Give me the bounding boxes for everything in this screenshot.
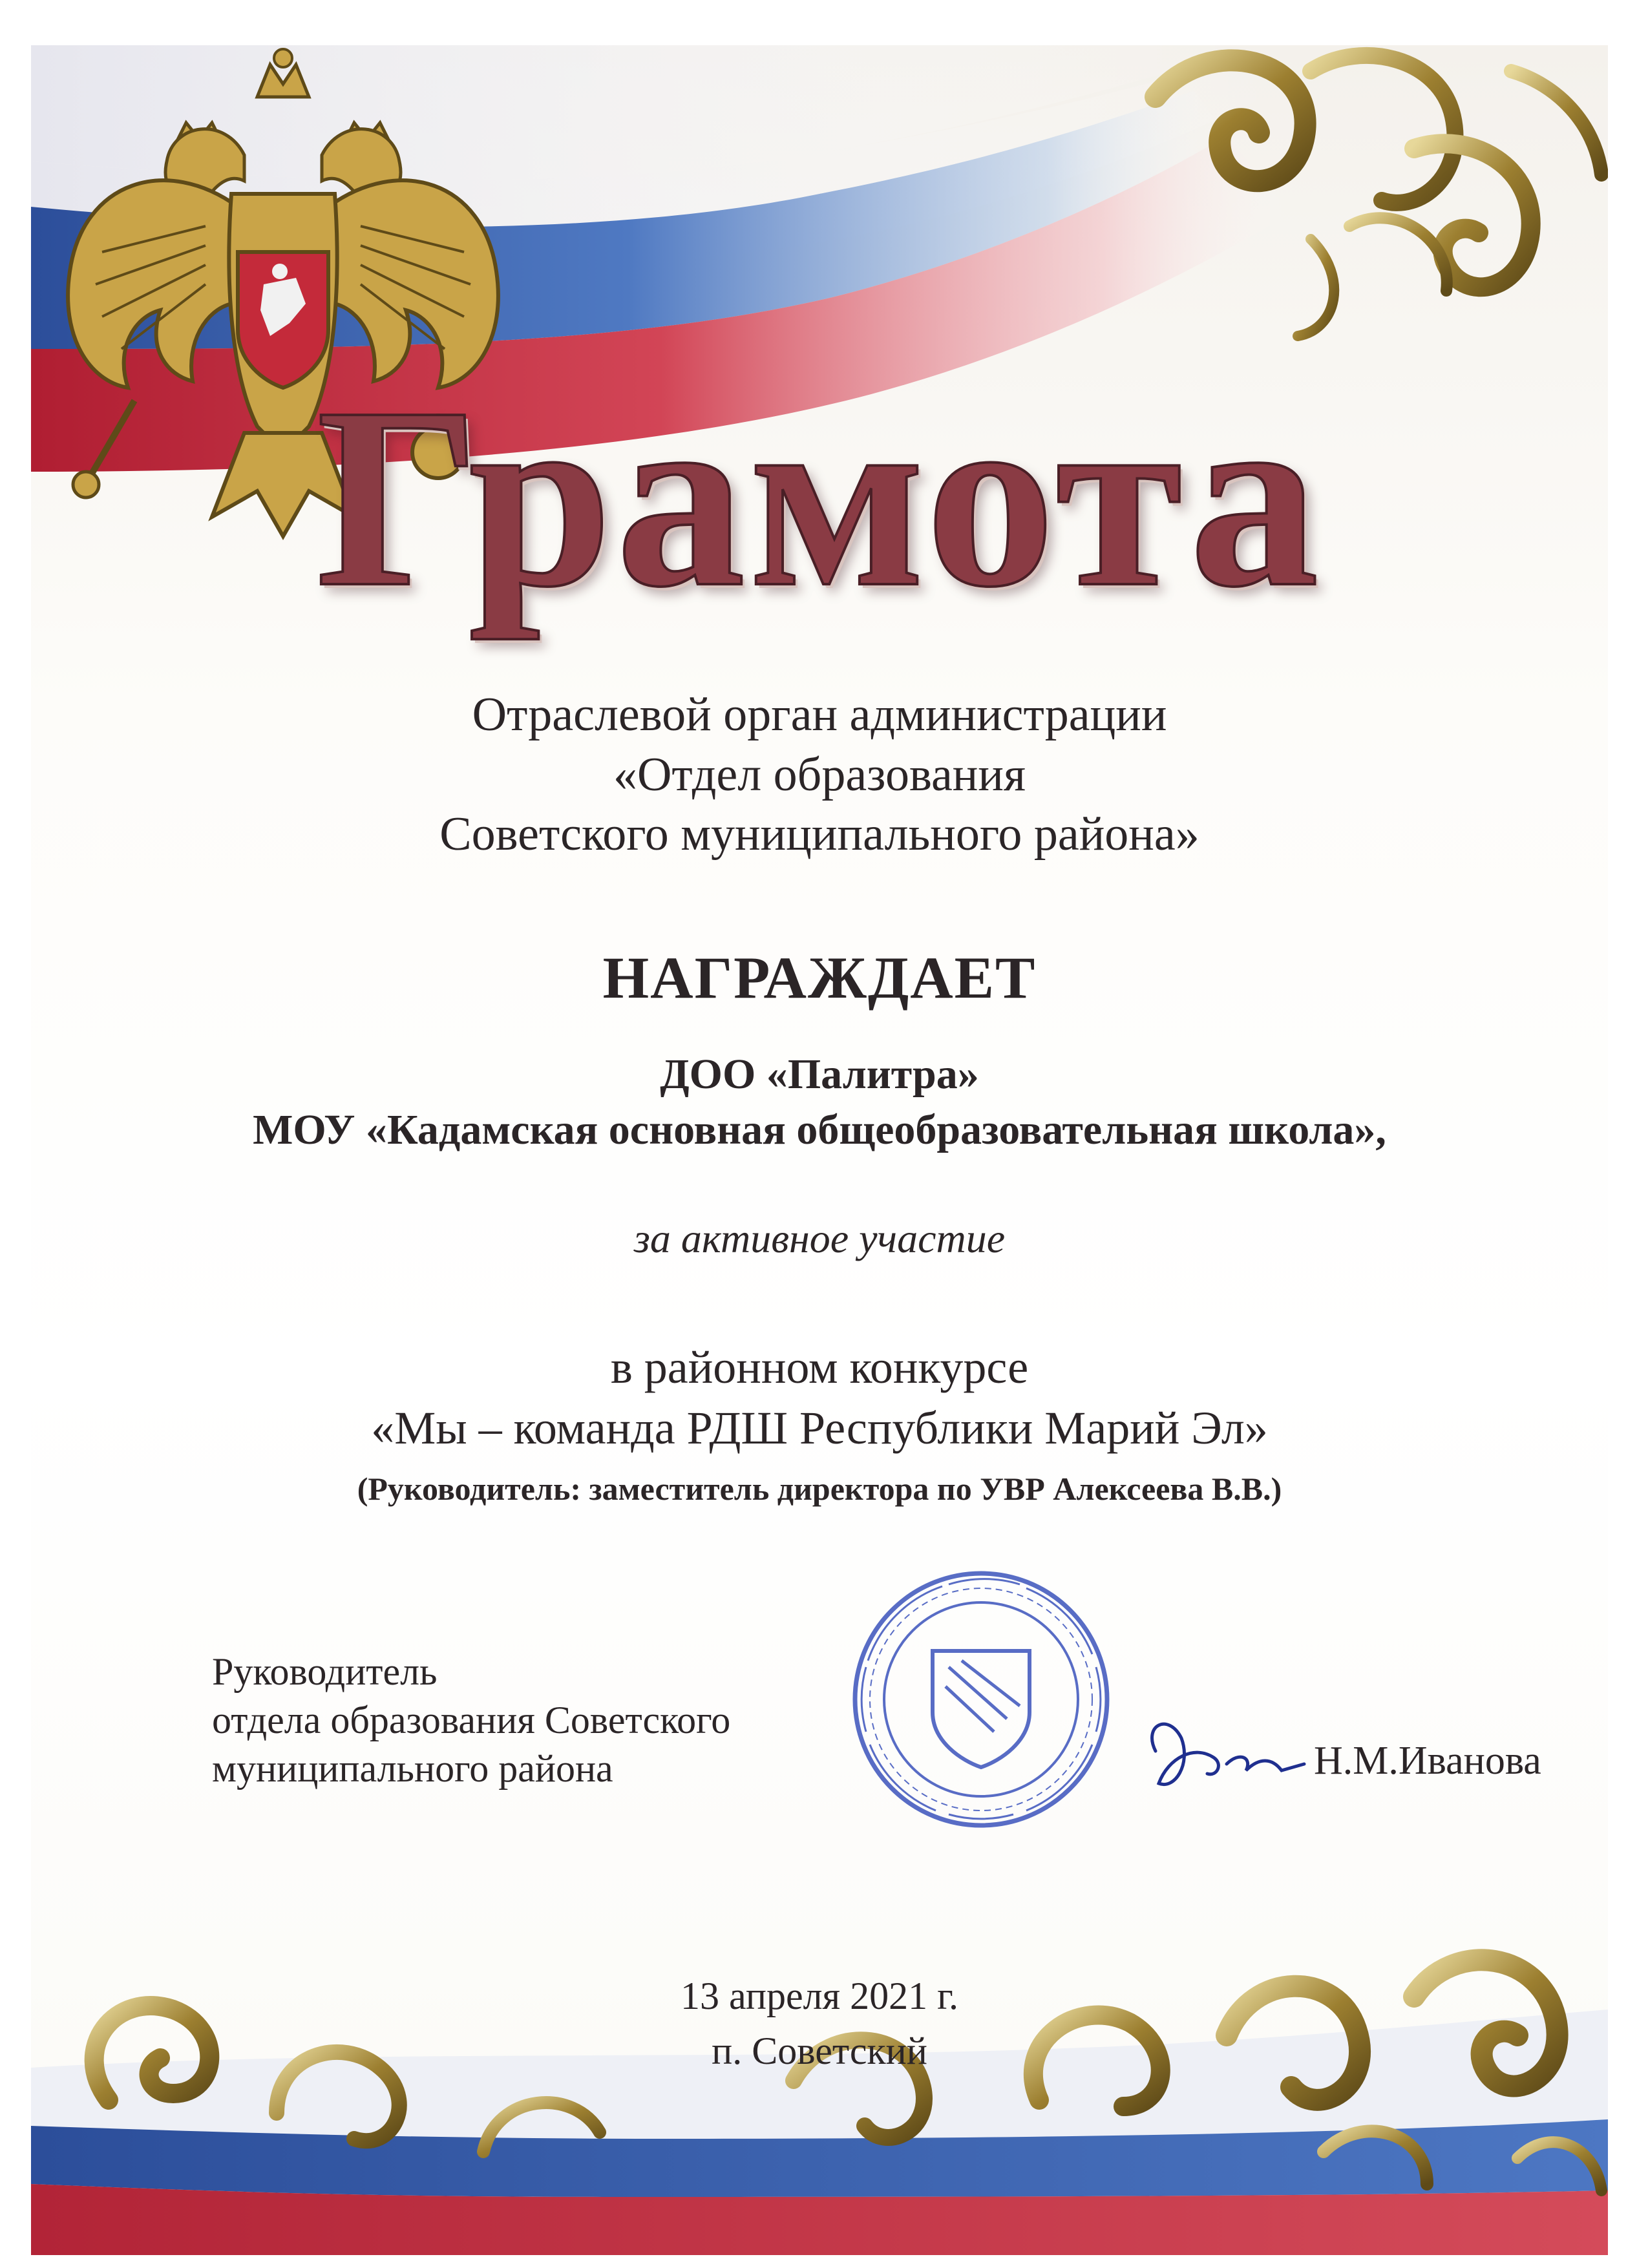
- signature: [1152, 1724, 1304, 1784]
- supervisor-note: (Руководитель: заместитель директора по УВР Алексеева В.В.): [357, 1471, 1282, 1507]
- contest-block: [31, 1338, 1608, 1458]
- signer-name: Н.М.Иванова: [1314, 1739, 1541, 1783]
- signer-title-line: Руководитель: [212, 1650, 438, 1693]
- issuer-block: [31, 685, 1608, 865]
- recipient-block: [31, 1047, 1608, 1158]
- issue-date: 13 апреля 2021 г.: [681, 1975, 958, 2017]
- awards-heading: НАГРАЖДАЕТ: [602, 945, 1037, 1011]
- certificate-title: Грамота: [316, 354, 1323, 640]
- recipient-line: МОУ «Кадамская основная общеобразовательная школа»,: [253, 1106, 1386, 1153]
- issuer-line: Советского муниципального района»: [439, 808, 1199, 861]
- issue-place: п. Советский: [712, 2030, 927, 2072]
- contest-line: в районном конкурсе: [610, 1341, 1029, 1393]
- issuer-line: «Отдел образования: [613, 748, 1026, 801]
- recipient-line: ДОО «Палитра»: [660, 1051, 979, 1098]
- issuer-line: Отраслевой орган администрации: [472, 688, 1167, 741]
- signer-title-line: отдела образования Советского: [212, 1699, 731, 1741]
- signer-title-line: муниципального района: [212, 1747, 613, 1790]
- certificate-sheet: [31, 45, 1608, 2255]
- signer-title: [212, 1648, 730, 1793]
- official-stamp: [855, 1573, 1107, 1825]
- contest-line: «Мы – команда РДШ Республики Марий Эл»: [371, 1402, 1268, 1454]
- award-reason: за активное участие: [633, 1215, 1006, 1261]
